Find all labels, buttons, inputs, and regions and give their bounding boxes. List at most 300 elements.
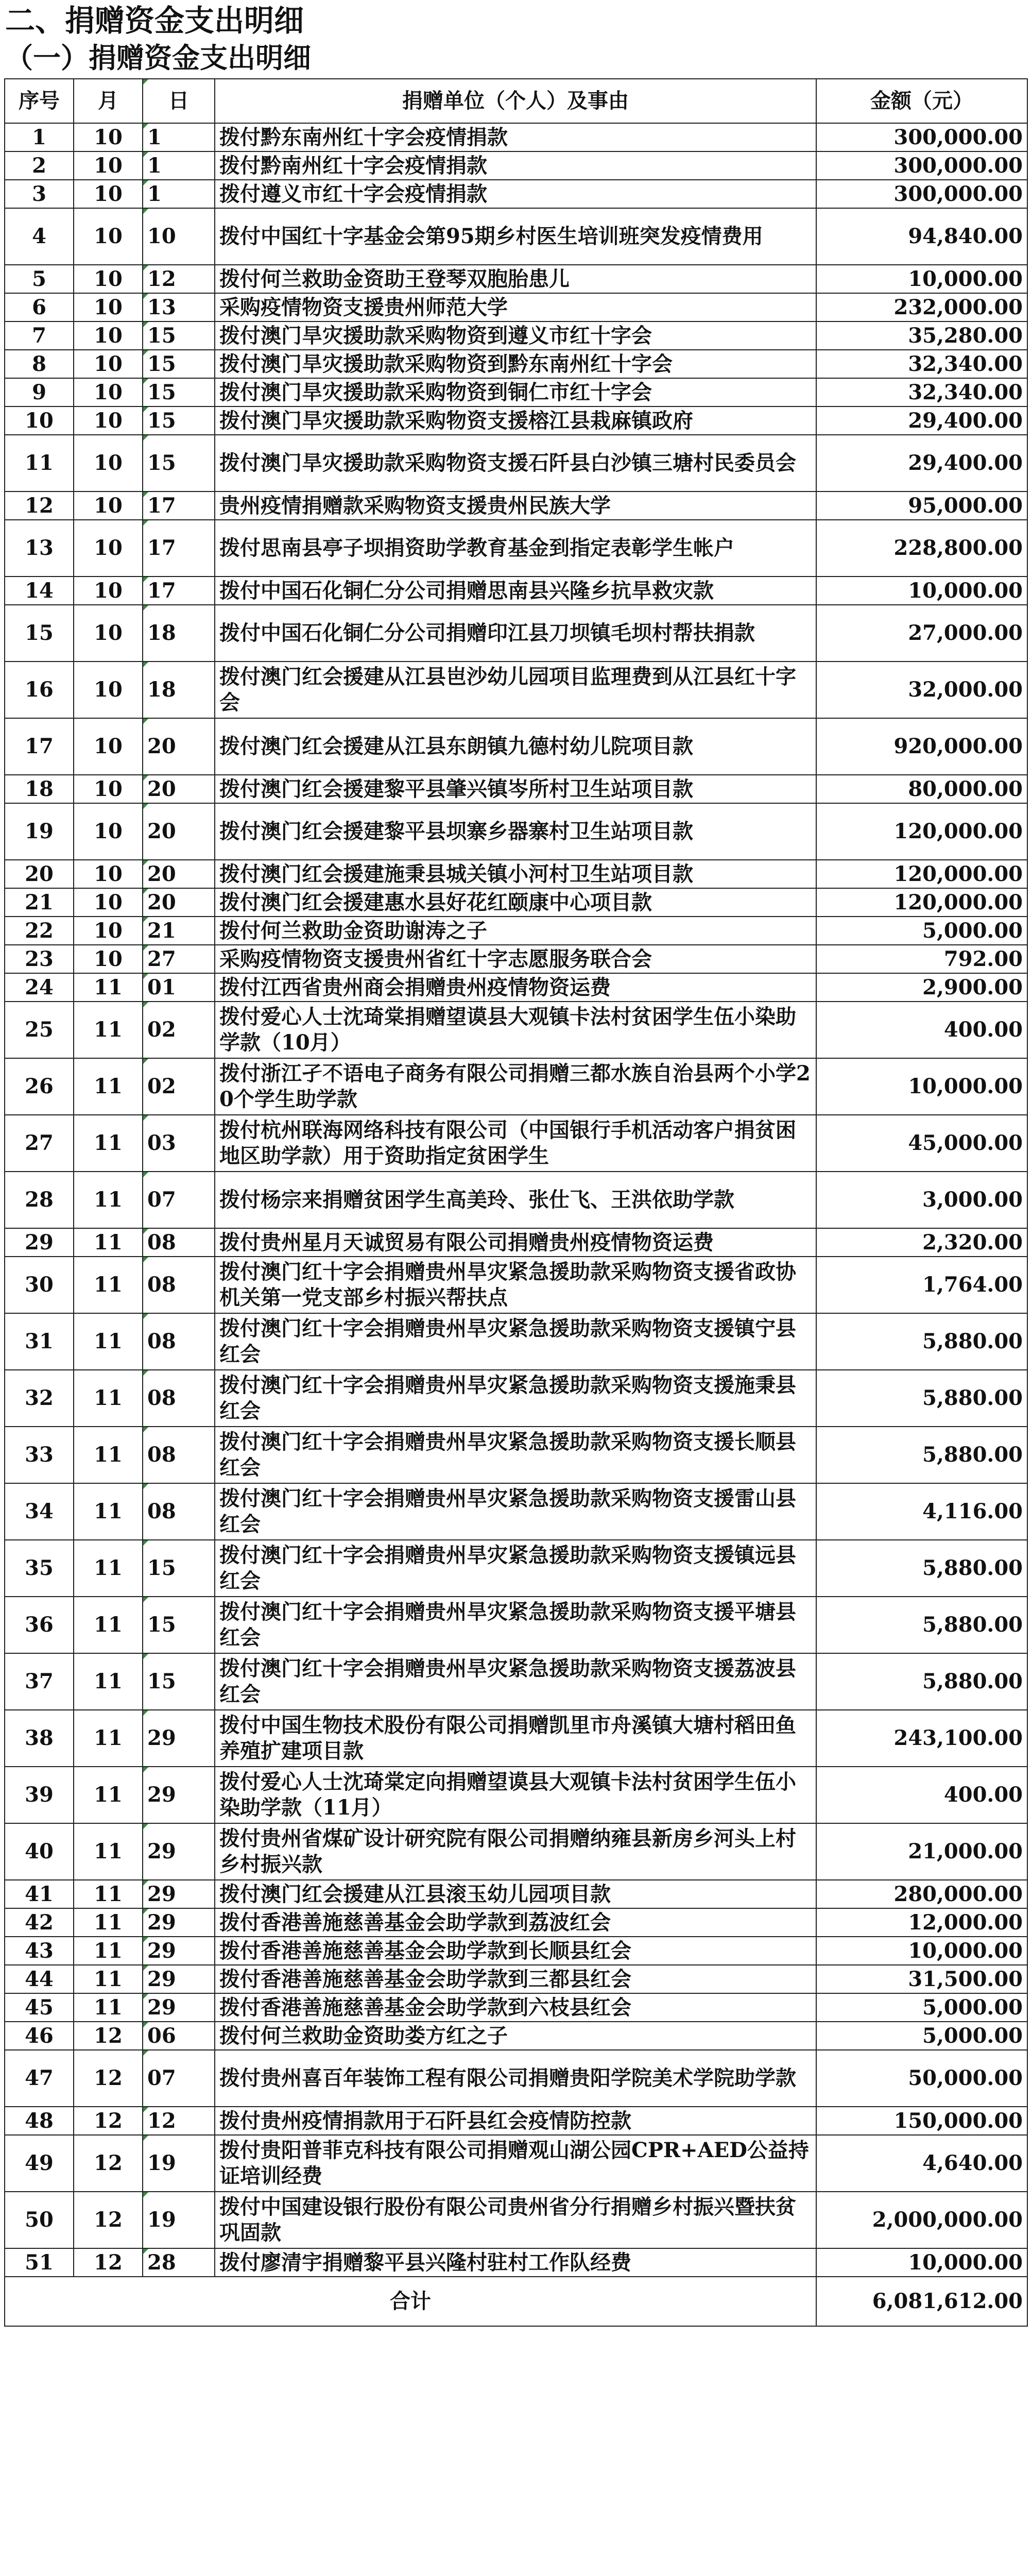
- row-month: 12: [74, 2107, 143, 2135]
- row-description: 拨付澳门红十字会捐赠贵州旱灾紧急援助款采购物资支援镇远县红会: [215, 1540, 816, 1597]
- row-description: 拨付贵阳普菲克科技有限公司捐赠观山湖公园CPR+AED公益持证培训经费: [215, 2135, 816, 2192]
- row-seq: 31: [5, 1313, 74, 1370]
- row-seq: 7: [5, 321, 74, 350]
- row-month: 10: [74, 662, 143, 718]
- row-description: 拨付何兰救助金资助娄方红之子: [215, 2022, 816, 2050]
- table-row: [5, 435, 1027, 492]
- row-description: 拨付香港善施慈善基金会助学款到长顺县红会: [215, 1937, 816, 1965]
- row-month: 10: [74, 293, 143, 321]
- table-row: [5, 208, 1027, 265]
- row-month: 10: [74, 492, 143, 520]
- row-amount: 29,400.00: [816, 406, 1027, 435]
- row-day: 15: [143, 321, 215, 350]
- row-day: 07: [143, 2050, 215, 2107]
- row-amount: 50,000.00: [816, 2050, 1027, 2107]
- row-day: 28: [143, 2248, 215, 2277]
- row-seq: 45: [5, 1993, 74, 2022]
- row-day: 29: [143, 1937, 215, 1965]
- row-month: 10: [74, 520, 143, 577]
- row-month: 11: [74, 1880, 143, 1908]
- row-amount: 5,880.00: [816, 1370, 1027, 1427]
- table-row: [5, 1483, 1027, 1540]
- row-amount: 792.00: [816, 945, 1027, 973]
- row-description: 拨付江西省贵州商会捐赠贵州疫情物资运费: [215, 973, 816, 1002]
- table-row: [5, 378, 1027, 406]
- row-month: 10: [74, 321, 143, 350]
- row-month: 12: [74, 2248, 143, 2277]
- table-row: [5, 321, 1027, 350]
- row-day: 15: [143, 378, 215, 406]
- row-description: 拨付中国生物技术股份有限公司捐赠凯里市舟溪镇大塘村稻田鱼养殖扩建项目款: [215, 1710, 816, 1767]
- row-amount: 2,320.00: [816, 1228, 1027, 1257]
- row-description: 拨付澳门红会援建从江县岜沙幼儿园项目监理费到从江县红十字会: [215, 662, 816, 718]
- row-description: 拨付澳门红十字会捐赠贵州旱灾紧急援助款采购物资支援平塘县红会: [215, 1597, 816, 1653]
- table-row: [5, 803, 1027, 860]
- row-description: 拨付澳门旱灾援助款采购物资支援石阡县白沙镇三塘村民委员会: [215, 435, 816, 492]
- row-month: 12: [74, 2192, 143, 2248]
- row-amount: 80,000.00: [816, 775, 1027, 803]
- row-day: 29: [143, 1823, 215, 1880]
- row-seq: 39: [5, 1767, 74, 1823]
- row-seq: 13: [5, 520, 74, 577]
- row-seq: 30: [5, 1257, 74, 1313]
- row-seq: 12: [5, 492, 74, 520]
- table-row: [5, 2107, 1027, 2135]
- row-day: 02: [143, 1002, 215, 1058]
- row-month: 12: [74, 2050, 143, 2107]
- row-description: 拨付廖清宇捐赠黎平县兴隆村驻村工作队经费: [215, 2248, 816, 2277]
- row-seq: 40: [5, 1823, 74, 1880]
- row-description: 拨付杭州联海网络科技有限公司（中国银行手机活动客户捐贫困地区助学款）用于资助指定贫困学生: [215, 1115, 816, 1172]
- row-amount: 5,000.00: [816, 1993, 1027, 2022]
- row-day: 29: [143, 1993, 215, 2022]
- row-day: 29: [143, 1767, 215, 1823]
- row-month: 11: [74, 1823, 143, 1880]
- row-month: 10: [74, 378, 143, 406]
- row-description: 拨付香港善施慈善基金会助学款到三都县红会: [215, 1965, 816, 1993]
- row-month: 11: [74, 1965, 143, 1993]
- row-month: 11: [74, 1937, 143, 1965]
- table-row: [5, 1370, 1027, 1427]
- row-month: 10: [74, 435, 143, 492]
- row-day: 02: [143, 1058, 215, 1115]
- row-month: 11: [74, 1710, 143, 1767]
- row-amount: 32,340.00: [816, 378, 1027, 406]
- table-row: [5, 605, 1027, 662]
- row-day: 1: [143, 180, 215, 208]
- row-seq: 44: [5, 1965, 74, 1993]
- row-description: 拨付何兰救助金资助王登琴双胞胎患儿: [215, 265, 816, 293]
- row-day: 17: [143, 492, 215, 520]
- row-amount: 120,000.00: [816, 888, 1027, 917]
- row-month: 11: [74, 1228, 143, 1257]
- row-day: 20: [143, 718, 215, 775]
- table-row: [5, 718, 1027, 775]
- row-day: 15: [143, 1540, 215, 1597]
- row-amount: 400.00: [816, 1002, 1027, 1058]
- row-amount: 10,000.00: [816, 2248, 1027, 2277]
- header-amount: 金额（元）: [816, 79, 1027, 123]
- row-day: 29: [143, 1965, 215, 1993]
- row-description: 拨付香港善施慈善基金会助学款到六枝县红会: [215, 1993, 816, 2022]
- row-description: 拨付贵州省煤矿设计研究院有限公司捐赠纳雍县新房乡河头上村乡村振兴款: [215, 1823, 816, 1880]
- row-seq: 41: [5, 1880, 74, 1908]
- row-description: 拨付澳门红会援建从江县滚玉幼儿园项目款: [215, 1880, 816, 1908]
- table-row: [5, 1597, 1027, 1653]
- row-amount: 5,000.00: [816, 2022, 1027, 2050]
- row-day: 15: [143, 435, 215, 492]
- table-row: [5, 350, 1027, 378]
- table-row: [5, 123, 1027, 151]
- row-day: 17: [143, 520, 215, 577]
- row-day: 01: [143, 973, 215, 1002]
- row-amount: 400.00: [816, 1767, 1027, 1823]
- row-amount: 120,000.00: [816, 860, 1027, 888]
- row-day: 08: [143, 1427, 215, 1483]
- row-description: 拨付澳门红会援建从江县东朗镇九德村幼儿院项目款: [215, 718, 816, 775]
- row-description: 拨付澳门旱灾援助款采购物资支援榕江县栽麻镇政府: [215, 406, 816, 435]
- row-month: 12: [74, 2022, 143, 2050]
- row-description: 拨付爱心人士沈琦棠捐赠望谟县大观镇卡法村贫困学生伍小染助学款（10月）: [215, 1002, 816, 1058]
- row-month: 11: [74, 1427, 143, 1483]
- row-description: 拨付澳门红十字会捐赠贵州旱灾紧急援助款采购物资支援雷山县红会: [215, 1483, 816, 1540]
- row-seq: 4: [5, 208, 74, 265]
- table-row: [5, 1710, 1027, 1767]
- row-month: 10: [74, 775, 143, 803]
- row-description: 拨付贵州喜百年装饰工程有限公司捐赠贵阳学院美术学院助学款: [215, 2050, 816, 2107]
- table-row: [5, 775, 1027, 803]
- row-day: 20: [143, 888, 215, 917]
- row-amount: 232,000.00: [816, 293, 1027, 321]
- row-day: 03: [143, 1115, 215, 1172]
- table-row: [5, 1427, 1027, 1483]
- row-month: 11: [74, 1908, 143, 1937]
- table-row: [5, 577, 1027, 605]
- row-day: 10: [143, 208, 215, 265]
- row-description: 拨付香港善施慈善基金会助学款到荔波红会: [215, 1908, 816, 1937]
- row-month: 10: [74, 406, 143, 435]
- row-description: 采购疫情物资支援贵州师范大学: [215, 293, 816, 321]
- row-month: 10: [74, 577, 143, 605]
- row-seq: 10: [5, 406, 74, 435]
- row-description: 拨付澳门红会援建黎平县肇兴镇岑所村卫生站项目款: [215, 775, 816, 803]
- row-seq: 24: [5, 973, 74, 1002]
- row-month: 10: [74, 605, 143, 662]
- row-month: 10: [74, 860, 143, 888]
- row-day: 20: [143, 803, 215, 860]
- row-seq: 47: [5, 2050, 74, 2107]
- table-row: [5, 1993, 1027, 2022]
- row-seq: 11: [5, 435, 74, 492]
- row-month: 10: [74, 917, 143, 945]
- row-day: 08: [143, 1483, 215, 1540]
- row-month: 10: [74, 718, 143, 775]
- table-row: [5, 888, 1027, 917]
- row-day: 12: [143, 265, 215, 293]
- header-seq: 序号: [5, 79, 74, 123]
- row-day: 18: [143, 605, 215, 662]
- row-seq: 9: [5, 378, 74, 406]
- row-seq: 43: [5, 1937, 74, 1965]
- row-seq: 34: [5, 1483, 74, 1540]
- row-seq: 35: [5, 1540, 74, 1597]
- row-amount: 1,764.00: [816, 1257, 1027, 1313]
- table-row: [5, 1823, 1027, 1880]
- header-description: 捐赠单位（个人）及事由: [215, 79, 816, 123]
- table-row: [5, 1880, 1027, 1908]
- row-seq: 33: [5, 1427, 74, 1483]
- table-row: [5, 1172, 1027, 1228]
- row-amount: 120,000.00: [816, 803, 1027, 860]
- row-seq: 25: [5, 1002, 74, 1058]
- row-description: 拨付澳门红会援建施秉县城关镇小河村卫生站项目款: [215, 860, 816, 888]
- row-month: 11: [74, 1597, 143, 1653]
- row-description: 拨付贵州星月天诚贸易有限公司捐赠贵州疫情物资运费: [215, 1228, 816, 1257]
- row-description: 拨付黔东南州红十字会疫情捐款: [215, 123, 816, 151]
- row-amount: 31,500.00: [816, 1965, 1027, 1993]
- row-month: 11: [74, 1540, 143, 1597]
- row-amount: 4,116.00: [816, 1483, 1027, 1540]
- row-day: 1: [143, 151, 215, 180]
- row-description: 拨付中国石化铜仁分公司捐赠思南县兴隆乡抗旱救灾款: [215, 577, 816, 605]
- row-description: 拨付中国石化铜仁分公司捐赠印江县刀坝镇毛坝村帮扶捐款: [215, 605, 816, 662]
- row-amount: 5,880.00: [816, 1653, 1027, 1710]
- row-day: 18: [143, 662, 215, 718]
- row-seq: 22: [5, 917, 74, 945]
- row-description: 拨付何兰救助金资助谢涛之子: [215, 917, 816, 945]
- section-title: 二、捐赠资金支出明细: [5, 3, 304, 38]
- row-description: 贵州疫情捐赠款采购物资支援贵州民族大学: [215, 492, 816, 520]
- row-month: 11: [74, 1115, 143, 1172]
- row-seq: 21: [5, 888, 74, 917]
- row-seq: 42: [5, 1908, 74, 1937]
- row-seq: 20: [5, 860, 74, 888]
- row-description: 拨付黔南州红十字会疫情捐款: [215, 151, 816, 180]
- table-row: [5, 2135, 1027, 2192]
- table-row: [5, 492, 1027, 520]
- row-seq: 5: [5, 265, 74, 293]
- row-seq: 50: [5, 2192, 74, 2248]
- total-amount: 6,081,612.00: [816, 2277, 1027, 2326]
- row-day: 27: [143, 945, 215, 973]
- row-description: 拨付澳门红十字会捐赠贵州旱灾紧急援助款采购物资支援施秉县红会: [215, 1370, 816, 1427]
- row-month: 10: [74, 945, 143, 973]
- table-row: [5, 265, 1027, 293]
- row-amount: 4,640.00: [816, 2135, 1027, 2192]
- row-seq: 6: [5, 293, 74, 321]
- row-description: 拨付爱心人士沈琦棠定向捐赠望谟县大观镇卡法村贫困学生伍小染助学款（11月）: [215, 1767, 816, 1823]
- table-row: [5, 406, 1027, 435]
- total-label: 合计: [5, 2277, 816, 2326]
- row-amount: 150,000.00: [816, 2107, 1027, 2135]
- row-amount: 2,000,000.00: [816, 2192, 1027, 2248]
- row-description: 拨付澳门红十字会捐赠贵州旱灾紧急援助款采购物资支援长顺县红会: [215, 1427, 816, 1483]
- row-seq: 32: [5, 1370, 74, 1427]
- row-amount: 300,000.00: [816, 123, 1027, 151]
- row-seq: 27: [5, 1115, 74, 1172]
- row-month: 10: [74, 208, 143, 265]
- row-seq: 36: [5, 1597, 74, 1653]
- row-amount: 5,000.00: [816, 917, 1027, 945]
- row-seq: 51: [5, 2248, 74, 2277]
- row-description: 拨付澳门旱灾援助款采购物资到黔东南州红十字会: [215, 350, 816, 378]
- row-amount: 21,000.00: [816, 1823, 1027, 1880]
- row-month: 12: [74, 2135, 143, 2192]
- row-month: 11: [74, 1172, 143, 1228]
- row-amount: 27,000.00: [816, 605, 1027, 662]
- row-seq: 46: [5, 2022, 74, 2050]
- row-day: 29: [143, 1710, 215, 1767]
- row-month: 10: [74, 123, 143, 151]
- table-row: [5, 2192, 1027, 2248]
- row-month: 10: [74, 888, 143, 917]
- row-seq: 37: [5, 1653, 74, 1710]
- donation-expenditure-table: [4, 78, 1028, 2327]
- table-row: [5, 1228, 1027, 1257]
- row-amount: 5,880.00: [816, 1427, 1027, 1483]
- table-row: [5, 1540, 1027, 1597]
- row-amount: 228,800.00: [816, 520, 1027, 577]
- row-amount: 45,000.00: [816, 1115, 1027, 1172]
- row-amount: 94,840.00: [816, 208, 1027, 265]
- row-day: 20: [143, 860, 215, 888]
- row-seq: 15: [5, 605, 74, 662]
- row-day: 19: [143, 2192, 215, 2248]
- row-seq: 48: [5, 2107, 74, 2135]
- row-description: 拨付澳门旱灾援助款采购物资到铜仁市红十字会: [215, 378, 816, 406]
- row-seq: 26: [5, 1058, 74, 1115]
- table-row: [5, 180, 1027, 208]
- row-description: 拨付中国红十字基金会第95期乡村医生培训班突发疫情费用: [215, 208, 816, 265]
- row-day: 1: [143, 123, 215, 151]
- row-day: 06: [143, 2022, 215, 2050]
- row-seq: 29: [5, 1228, 74, 1257]
- table-row: [5, 1653, 1027, 1710]
- table-row: [5, 2248, 1027, 2277]
- row-amount: 35,280.00: [816, 321, 1027, 350]
- table-row: [5, 662, 1027, 718]
- row-amount: 5,880.00: [816, 1313, 1027, 1370]
- row-description: 拨付浙江孑不语电子商务有限公司捐赠三都水族自治县两个小学20个学生助学款: [215, 1058, 816, 1115]
- row-amount: 300,000.00: [816, 180, 1027, 208]
- header-day: 日: [143, 79, 215, 123]
- table-row: [5, 1937, 1027, 1965]
- row-day: 12: [143, 2107, 215, 2135]
- table-row: [5, 1965, 1027, 1993]
- row-description: 拨付澳门红十字会捐赠贵州旱灾紧急援助款采购物资支援省政协机关第一党支部乡村振兴帮扶点: [215, 1257, 816, 1313]
- row-day: 15: [143, 406, 215, 435]
- row-day: 29: [143, 1880, 215, 1908]
- row-day: 21: [143, 917, 215, 945]
- row-day: 20: [143, 775, 215, 803]
- table-row: [5, 1115, 1027, 1172]
- row-day: 07: [143, 1172, 215, 1228]
- row-description: 拨付澳门红会援建惠水县好花红颐康中心项目款: [215, 888, 816, 917]
- row-month: 11: [74, 1257, 143, 1313]
- row-amount: 10,000.00: [816, 1937, 1027, 1965]
- row-amount: 32,340.00: [816, 350, 1027, 378]
- subsection-title: （一）捐赠资金支出明细: [5, 41, 311, 74]
- row-month: 10: [74, 151, 143, 180]
- row-seq: 16: [5, 662, 74, 718]
- table-row: [5, 860, 1027, 888]
- row-month: 10: [74, 180, 143, 208]
- table-row: [5, 1058, 1027, 1115]
- row-day: 08: [143, 1228, 215, 1257]
- table-row: [5, 293, 1027, 321]
- table-row: [5, 945, 1027, 973]
- row-month: 11: [74, 1058, 143, 1115]
- row-description: 拨付澳门红十字会捐赠贵州旱灾紧急援助款采购物资支援镇宁县红会: [215, 1313, 816, 1370]
- table-header-row: [5, 79, 1027, 123]
- row-seq: 8: [5, 350, 74, 378]
- row-seq: 23: [5, 945, 74, 973]
- table-row: [5, 151, 1027, 180]
- table-row: [5, 973, 1027, 1002]
- table-row: [5, 1313, 1027, 1370]
- row-description: 拨付中国建设银行股份有限公司贵州省分行捐赠乡村振兴暨扶贫巩固款: [215, 2192, 816, 2248]
- row-day: 19: [143, 2135, 215, 2192]
- row-month: 10: [74, 350, 143, 378]
- row-day: 29: [143, 1908, 215, 1937]
- row-month: 11: [74, 1483, 143, 1540]
- table-row: [5, 1002, 1027, 1058]
- row-amount: 2,900.00: [816, 973, 1027, 1002]
- row-description: 拨付澳门红会援建黎平县坝寨乡器寨村卫生站项目款: [215, 803, 816, 860]
- row-description: 拨付澳门旱灾援助款采购物资到遵义市红十字会: [215, 321, 816, 350]
- row-day: 08: [143, 1370, 215, 1427]
- row-amount: 920,000.00: [816, 718, 1027, 775]
- row-amount: 10,000.00: [816, 577, 1027, 605]
- row-amount: 10,000.00: [816, 1058, 1027, 1115]
- row-seq: 49: [5, 2135, 74, 2192]
- row-day: 13: [143, 293, 215, 321]
- table-row: [5, 1908, 1027, 1937]
- total-row: [5, 2277, 1027, 2326]
- row-amount: 12,000.00: [816, 1908, 1027, 1937]
- row-seq: 3: [5, 180, 74, 208]
- row-month: 11: [74, 1370, 143, 1427]
- row-seq: 17: [5, 718, 74, 775]
- row-amount: 3,000.00: [816, 1172, 1027, 1228]
- row-seq: 38: [5, 1710, 74, 1767]
- table-body: [5, 123, 1027, 2277]
- row-description: 拨付杨宗来捐赠贫困学生高美玲、张仕飞、王洪依助学款: [215, 1172, 816, 1228]
- row-seq: 2: [5, 151, 74, 180]
- row-seq: 14: [5, 577, 74, 605]
- row-month: 11: [74, 1767, 143, 1823]
- row-amount: 32,000.00: [816, 662, 1027, 718]
- row-seq: 1: [5, 123, 74, 151]
- row-amount: 280,000.00: [816, 1880, 1027, 1908]
- row-month: 10: [74, 265, 143, 293]
- table-row: [5, 1767, 1027, 1823]
- table-row: [5, 2050, 1027, 2107]
- row-day: 17: [143, 577, 215, 605]
- table-row: [5, 520, 1027, 577]
- row-seq: 28: [5, 1172, 74, 1228]
- row-day: 15: [143, 1597, 215, 1653]
- row-description: 采购疫情物资支援贵州省红十字志愿服务联合会: [215, 945, 816, 973]
- row-month: 11: [74, 973, 143, 1002]
- table-row: [5, 2022, 1027, 2050]
- row-day: 08: [143, 1257, 215, 1313]
- row-amount: 10,000.00: [816, 265, 1027, 293]
- row-description: 拨付贵州疫情捐款用于石阡县红会疫情防控款: [215, 2107, 816, 2135]
- row-amount: 5,880.00: [816, 1597, 1027, 1653]
- row-day: 15: [143, 1653, 215, 1710]
- row-description: 拨付澳门红十字会捐赠贵州旱灾紧急援助款采购物资支援荔波县红会: [215, 1653, 816, 1710]
